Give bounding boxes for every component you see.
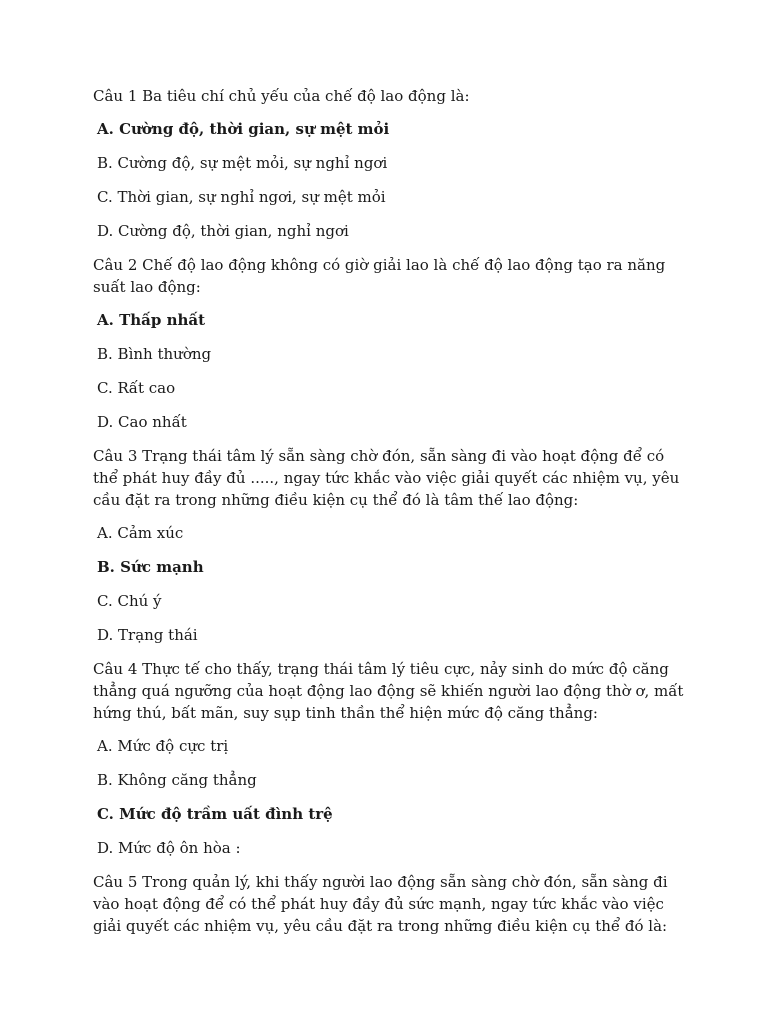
question-4-text: Câu 4 Thực tế cho thấy, trạng thái tâm lý tiêu cực, nảy sinh do mức độ căng thẳng quá ngưỡng của hoạt động lao động sẽ khiến người lao động thờ ơ, mất hứng thú, bất mãn, suy sụp tinh thần thể hiện mức độ căng thẳng: <box>93 660 684 722</box>
question-2-option-b: B. Bình thường <box>97 345 212 363</box>
question-3-option-a: A. Cảm xúc <box>97 524 184 542</box>
question-3-option-d: D. Trạng thái <box>97 626 198 644</box>
question-1-option-b: B. Cường độ, sự mệt mỏi, sự nghỉ ngơi <box>97 154 388 172</box>
question-3-option-c: C. Chú ý <box>97 592 162 610</box>
question-2-option-a: A. Thấp nhất <box>97 311 206 329</box>
question-2-option-d: D. Cao nhất <box>97 413 187 431</box>
question-3-text: Câu 3 Trạng thái tâm lý sẵn sàng chờ đón, sẵn sàng đi vào hoạt động để có thể phát huy đầy đủ ....., ngay tức khắc vào việc giải quyết các nhiệm vụ, yêu cầu đặt ra trong những điều kiện cụ thể đó là tâm thế lao động: <box>93 447 680 509</box>
question-5-text: Câu 5 Trong quản lý, khi thấy người lao động sẵn sàng chờ đón, sẵn sàng đi vào hoạt động để có thể phát huy đầy đủ sức mạnh, ngay tức khắc vào việc giải quyết các nhiệm vụ, yêu cầu đặt ra trong những điều kiện cụ thể đó là: <box>93 873 668 935</box>
question-1-option-c: C. Thời gian, sự nghỉ ngơi, sự mệt mỏi <box>97 188 386 206</box>
question-2-option-c: C. Rất cao <box>97 379 176 397</box>
question-1-option-d: D. Cường độ, thời gian, nghỉ ngơi <box>97 222 349 240</box>
question-4-option-c: C. Mức độ trầm uất đình trệ <box>97 805 333 823</box>
question-4-option-d: D. Mức độ ôn hòa : <box>97 839 241 857</box>
question-3-option-b: B. Sức mạnh <box>97 558 204 576</box>
question-1-text: Câu 1 Ba tiêu chí chủ yếu của chế độ lao động là: <box>93 87 470 105</box>
question-4-option-b: B. Không căng thẳng <box>97 771 257 789</box>
question-1-option-a: A. Cường độ, thời gian, sự mệt mỏi <box>97 120 390 138</box>
document-page <box>93 85 685 948</box>
question-4-option-a: A. Mức độ cực trị <box>97 737 229 755</box>
question-2-text: Câu 2 Chế độ lao động không có giờ giải lao là chế độ lao động tạo ra năng suất lao động: <box>93 256 666 296</box>
